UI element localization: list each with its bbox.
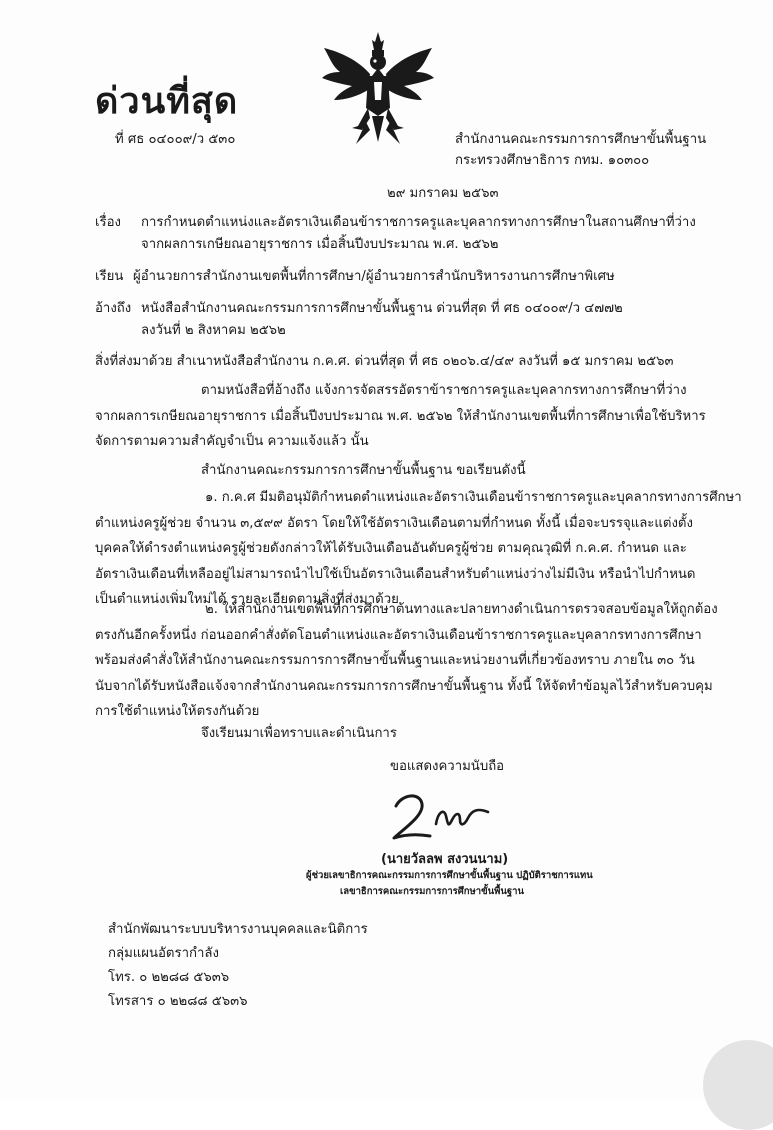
body-line: บุคคลให้ดำรงตำแหน่งครูผู้ช่วยดังกล่าวให้ได้รับเงินเดือนอันดับครูผู้ช่วย ตามคุณวุฒิที่ ก.ค.ศ. กำหนด และ	[95, 541, 687, 556]
signer-position-line2: เลขาธิการคณะกรรมการการศึกษาขั้นพื้นฐาน	[340, 886, 524, 897]
agency-name: สำนักงานคณะกรรมการการศึกษาขั้นพื้นฐาน	[455, 132, 707, 147]
enclosure-text: สิ่งที่ส่งมาด้วย สำเนาหนังสือสำนักงาน ก.ค.ศ. ด่วนที่สุด ที่ ศธ ๐๒๐๖.๔/๔๙ ลงวันที่ ๑๕ มกราคม ๒๕๖๓	[95, 354, 674, 369]
body-line: อัตราเงินเดือนที่เหลืออยู่ไม่สามารถนำไปใช้เป็นอัตราเงินเดือนสำหรับตำแหน่งว่างไม่มีเงิน หรือนำไปกำหนด	[95, 566, 696, 582]
paragraph-item-1	[95, 485, 742, 613]
reference-label: อ้างถึง	[95, 301, 132, 316]
body-line: ตามหนังสือที่อ้างถึง แจ้งการจัดสรรอัตราข้าราชการครูและบุคลากรทางการศึกษาที่ว่าง	[201, 383, 687, 398]
body-line: ตรงกันอีกครั้งหนึ่ง ก่อนออกคำสั่งตัดโอนตำแหน่งและอัตราเงินเดือนข้าราชการครูและบุคลากรทางการศึกษา	[95, 627, 702, 643]
signer-position-line1: ผู้ช่วยเลขาธิการคณะกรรมการการศึกษาขั้นพื้นฐาน ปฏิบัติราชการแทน	[306, 870, 593, 881]
signature-icon	[388, 790, 498, 844]
footer-line: โทร. ๐ ๒๒๘๘ ๕๖๓๖	[108, 970, 230, 985]
body-line: จากผลการเกษียณอายุราชการ เมื่อสิ้นปีงบประมาณ พ.ศ. ๒๕๖๒ ให้สำนักงานเขตพื้นที่การศึกษาเพื่อใช้บริหาร	[95, 408, 706, 424]
paragraph-intro	[95, 458, 725, 484]
agency-address: กระทรวงศึกษาธิการ กทม. ๑๐๓๐๐	[455, 153, 650, 168]
body-line: ๑. ก.ค.ศ มีมติอนุมัติกำหนดตำแหน่งและอัตราเงินเดือนข้าราชการครูและบุคลากรทางการศึกษา	[205, 490, 742, 505]
reference-text-line2: ลงวันที่ ๒ สิงหาคม ๒๕๖๒	[141, 323, 286, 338]
body-line: นับจากได้รับหนังสือแจ้งจากสำนักงานคณะกรรมการการศึกษาขั้นพื้นฐาน ทั้งนี้ ให้จัดทำข้อมูลไว้สำหรับควบคุม	[95, 678, 713, 694]
garuda-emblem-icon	[318, 30, 438, 150]
reference-row	[95, 300, 623, 318]
reference-text-line1: หนังสือสำนักงานคณะกรรมการการศึกษาขั้นพื้นฐาน ด่วนที่สุด ที่ ศธ ๐๔๐๐๙/ว ๔๗๗๒	[141, 301, 623, 316]
closing-phrase: ขอแสดงความนับถือ	[390, 759, 505, 774]
subject-row	[95, 214, 696, 232]
signer-name: (นายวัลลพ สงวนนาม)	[381, 852, 509, 867]
doc-date: ๒๙ มกราคม ๒๕๖๓	[387, 186, 499, 201]
salutation-row	[95, 268, 615, 286]
body-line: ตำแหน่งครูผู้ช่วย จำนวน ๓,๕๙๙ อัตรา โดยให้ใช้อัตราเงินเดือนตามที่กำหนด ทั้งนี้ เมื่อจะบรรจุและแต่งตั้ง	[95, 515, 693, 531]
body-line: พร้อมส่งคำสั่งให้สำนักงานคณะกรรมการการศึกษาขั้นพื้นฐานและหน่วยงานที่เกี่ยวข้องทราบ ภายใน ๓๐ วัน	[95, 653, 695, 668]
body-line: การใช้ตำแหน่งให้ตรงกันด้วย	[95, 704, 260, 719]
footer-line: สำนักพัฒนาระบบบริหารงานบุคคลและนิติการ	[108, 922, 368, 937]
salutation-text: ผู้อำนวยการสำนักงานเขตพื้นที่การศึกษา/ผู้อำนวยการสำนักบริหารงานการศึกษาพิเศษ	[133, 269, 615, 284]
paragraph-item-2	[95, 597, 725, 725]
subject-label: เรื่อง	[95, 215, 121, 230]
salutation-label: เรียน	[95, 269, 124, 284]
subject-text-line2: จากผลการเกษียณอายุราชการ เมื่อสิ้นปีงบประมาณ พ.ศ. ๒๕๖๒	[141, 237, 499, 252]
body-line: สำนักงานคณะกรรมการการศึกษาขั้นพื้นฐาน ขอเรียนดังนี้	[201, 463, 526, 478]
footer-line: กลุ่มแผนอัตรากำลัง	[108, 946, 219, 961]
page-corner-shadow	[703, 1040, 773, 1130]
body-line: ๒. ให้สำนักงานเขตพื้นที่การศึกษาต้นทางและปลายทางดำเนินการตรวจสอบข้อมูลให้ถูกต้อง	[205, 602, 718, 617]
body-line: เป็นตำแหน่งเพิ่มใหม่ได้ รายละเอียดตามสิ่งที่ส่งมาด้วย	[95, 592, 399, 607]
urgent-stamp: ด่วนที่สุด	[95, 81, 239, 122]
paragraph-reference	[95, 378, 725, 455]
doc-number: ที่ ศธ ๐๔๐๐๙/ว ๕๓๐	[115, 132, 236, 147]
subject-text-line1: การกำหนดตำแหน่งและอัตราเงินเดือนข้าราชการครูและบุคลากรทางการศึกษาในสถานศึกษาที่ว่าง	[141, 215, 696, 230]
paragraph-closing-request	[95, 721, 725, 747]
body-line: จัดการตามความสำคัญจำเป็น ความแจ้งแล้ว นั้น	[95, 434, 369, 449]
footer-line: โทรสาร ๐ ๒๒๘๘ ๕๖๓๖	[108, 994, 248, 1009]
footer-contact	[108, 918, 368, 1014]
body-line: จึงเรียนมาเพื่อทราบและดำเนินการ	[201, 726, 397, 741]
